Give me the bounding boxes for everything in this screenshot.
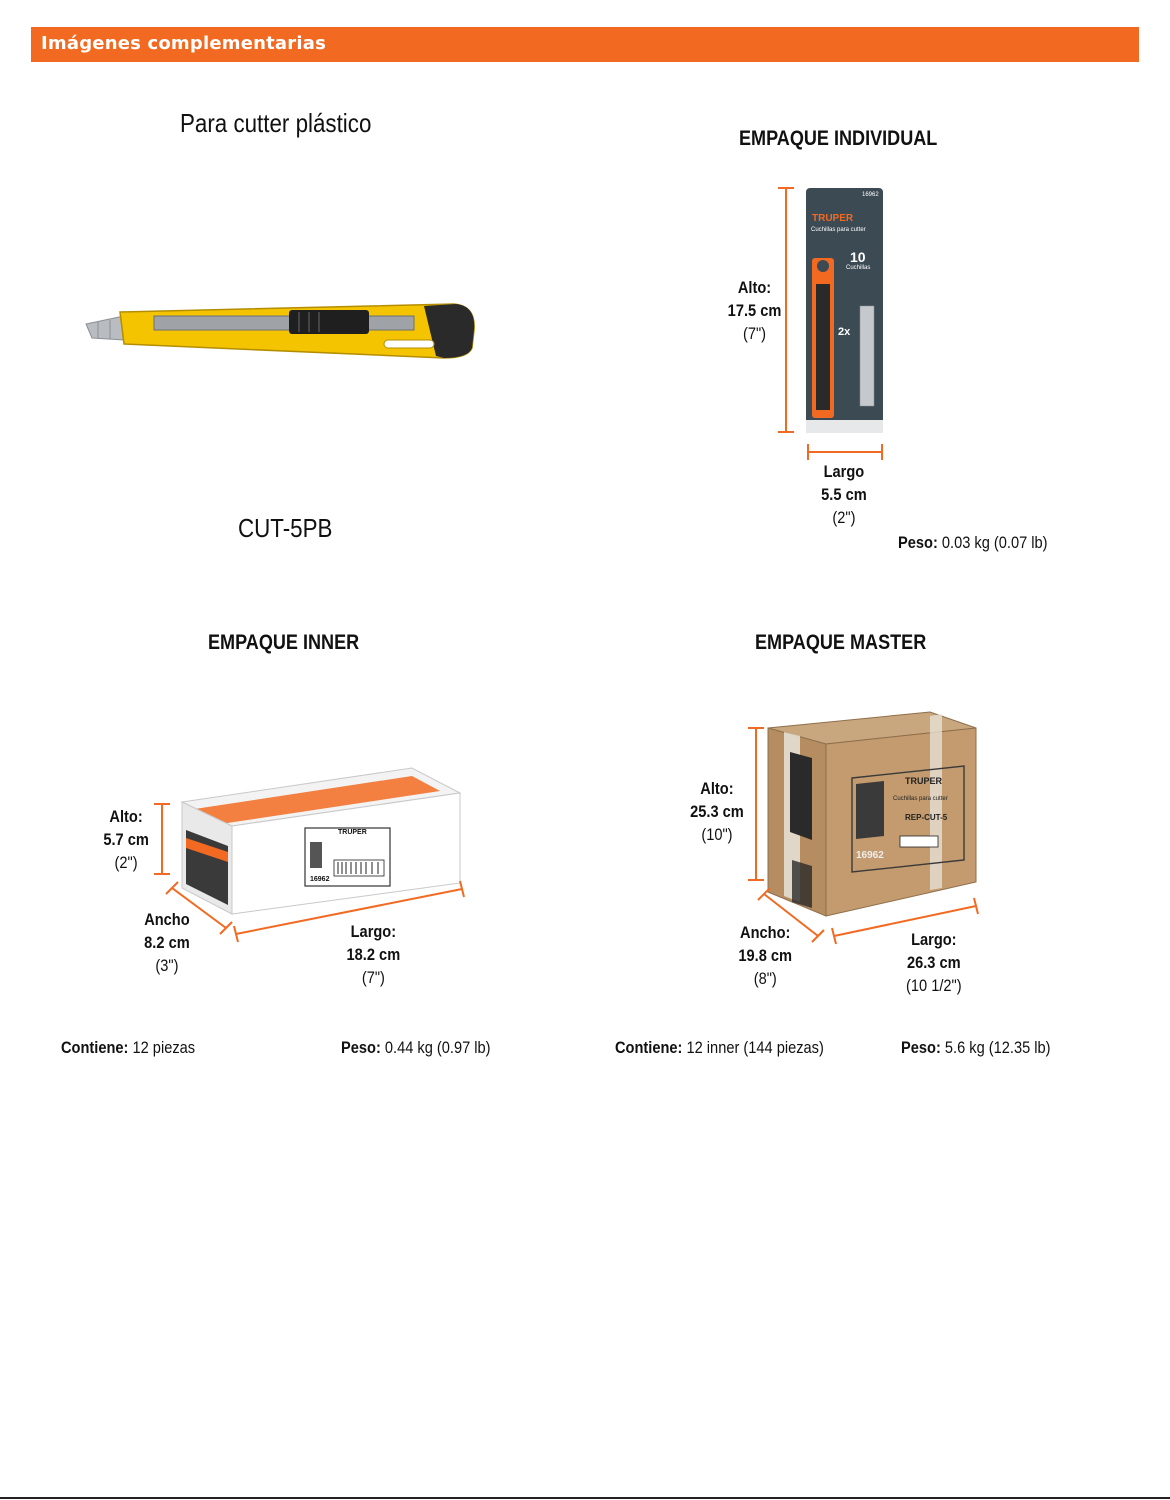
individual-pack-count-label: Cuchillas <box>846 265 871 271</box>
inner-contiene-value: 12 piezas <box>132 1038 196 1057</box>
inner-alto-value: 5.7 cm <box>103 830 149 849</box>
master-contiene-label: Contiene: <box>615 1038 683 1057</box>
master-box-code: 16962 <box>856 850 884 861</box>
section-header-title: Imágenes complementarias <box>41 33 326 54</box>
inner-ancho-label: Ancho <box>144 910 190 929</box>
master-alto-label: Alto: <box>700 779 734 798</box>
individual-largo-value: 5.5 cm <box>821 485 867 504</box>
individual-pack-desc: Cuchillas para cutter <box>811 227 866 233</box>
product-model: CUT-5PB <box>238 513 333 543</box>
master-alto-inch: (10") <box>701 825 733 844</box>
master-largo-dimension <box>902 928 966 997</box>
inner-alto-label: Alto: <box>109 807 143 826</box>
master-ancho-dimension <box>736 921 794 990</box>
inner-box-code: 16962 <box>310 876 330 883</box>
master-box-ref: REP-CUT-5 <box>905 813 948 822</box>
inner-alto-inch: (2") <box>114 853 138 872</box>
individual-pack-feature: 2x <box>838 326 851 338</box>
individual-pack-count: 10 <box>850 249 866 265</box>
master-box-desc: Cuchillas para cutter <box>893 796 948 802</box>
inner-contiene-label: Contiene: <box>61 1038 129 1057</box>
master-ancho-label: Ancho: <box>740 923 791 942</box>
individual-pack-code: 16962 <box>862 192 879 198</box>
master-contiene-value: 12 inner (144 piezas) <box>686 1038 824 1057</box>
individual-alto-value: 17.5 cm <box>727 301 782 320</box>
individual-alto-inch: (7") <box>742 324 767 343</box>
inner-largo-value: 18.2 cm <box>346 945 401 964</box>
master-ancho-value: 19.8 cm <box>738 946 793 965</box>
inner-largo-inch: (7") <box>361 968 385 987</box>
inner-peso-value: 0.44 kg (0.97 lb) <box>384 1038 491 1057</box>
master-ancho-inch: (8") <box>753 969 777 988</box>
individual-largo-inch: (2") <box>832 508 856 527</box>
master-largo-value: 26.3 cm <box>906 953 961 972</box>
master-alto-value: 25.3 cm <box>690 802 744 821</box>
inner-ancho-value: 8.2 cm <box>144 933 190 952</box>
inner-title: EMPAQUE INNER <box>208 631 360 654</box>
individual-alto-label: Alto: <box>737 278 772 297</box>
inner-peso-label: Peso: <box>341 1038 381 1057</box>
master-largo-inch: (10 1/2") <box>906 976 962 995</box>
master-alto-dimension <box>686 777 748 846</box>
master-largo-label: Largo: <box>911 930 957 949</box>
master-peso-value: 5.6 kg (12.35 lb) <box>944 1038 1051 1057</box>
master-contiene <box>615 1038 824 1058</box>
master-box-brand: TRUPER <box>905 776 943 786</box>
individual-peso-value: 0.03 kg (0.07 lb) <box>941 533 1048 552</box>
master-peso-label: Peso: <box>901 1038 941 1057</box>
page-bottom-divider <box>0 1497 1170 1499</box>
individual-peso-label: Peso: <box>898 533 938 552</box>
master-peso <box>901 1038 1051 1058</box>
individual-title: EMPAQUE INDIVIDUAL <box>739 127 938 150</box>
inner-box-brand: TRUPER <box>338 829 367 836</box>
individual-largo-label: Largo <box>823 462 865 481</box>
inner-largo-label: Largo: <box>350 922 397 941</box>
master-title: EMPAQUE MASTER <box>755 631 927 654</box>
individual-pack-brand: TRUPER <box>812 213 854 224</box>
inner-ancho-inch: (3") <box>155 956 179 975</box>
product-subtitle: Para cutter plástico <box>180 108 372 138</box>
